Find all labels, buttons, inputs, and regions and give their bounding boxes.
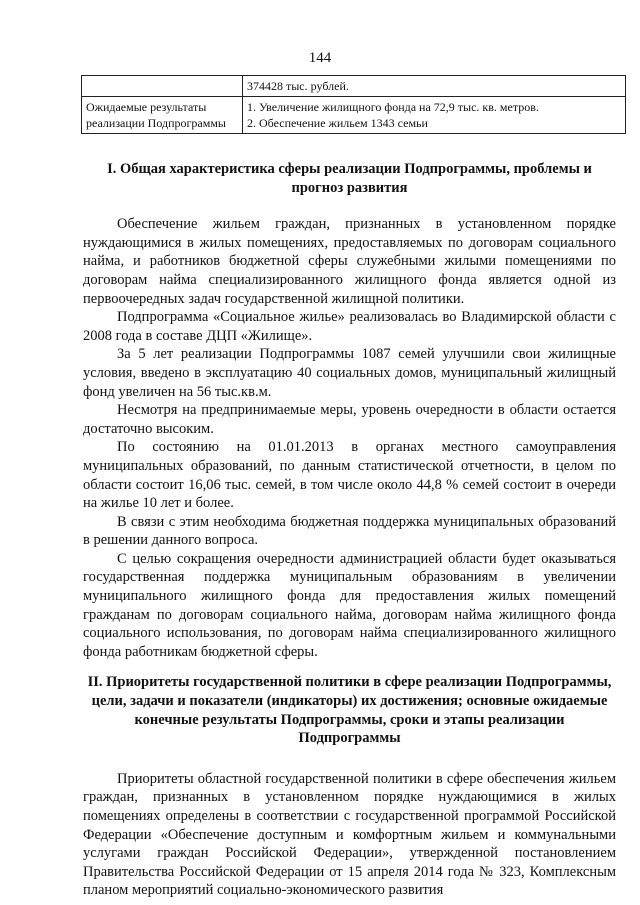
table-row: [82, 97, 626, 134]
paragraph: С целью сокращения очередности администрацией области будет оказываться государственная поддержка муниципальным образованиям в увеличении муниципального жилищного фонда для предоставления жилых помещений гражданам по договорам социального найма, договорам найма жилищного фонда социального использования, по договорам найма специализированного жилищного фонда работникам бюджетной сферы.: [83, 550, 616, 660]
program-info-table: [81, 75, 626, 134]
paragraph: По состоянию на 01.01.2013 в органах местного самоуправления муниципальных образований, по данным статистической отчетности, в целом по области состоит 16,06 тыс. семей, в том числе около 44,8 % семей состоит в очереди на жилье 10 лет и более.: [83, 439, 616, 512]
table-cell-label: Ожидаемые результаты реализации Подпрограммы: [82, 97, 243, 134]
paragraph: В связи с этим необходима бюджетная поддержка муниципальных образований в решении данного вопроса.: [83, 513, 616, 549]
page-number: 144: [308, 50, 332, 66]
document-body: [83, 160, 616, 900]
section-2-heading: II. Приоритеты государственной политики в сфере реализации Подпрограммы, цели, задачи и показатели (индикаторы) их достижения; основные ожидаемые конечные результаты Подпрограммы, сроки и этапы реализации Подпрограммы: [87, 674, 612, 747]
section-1-heading: I. Общая характеристика сферы реализации Подпрограммы, проблемы и прогноз развития: [107, 161, 592, 196]
paragraph: Подпрограмма «Социальное жилье» реализовалась во Владимирской области с 2008 года в составе ДЦП «Жилище».: [83, 309, 616, 344]
table-cell-value: [243, 97, 626, 134]
paragraph: Приоритеты областной государственной политики в сфере обеспечения жильем граждан, признанных в установленном порядке нуждающимися в жилых помещениях определены в соответствии с государственной программой Российской Федерации «Обеспечение доступным и комфортным жильем и коммунальными услугами граждан Российской Федерации», утвержденной постановлением Правительства Российской Федерации от 15 апреля 2014 года № 323, Комплексным планом мероприятий социально-экономического развития: [83, 770, 616, 899]
paragraph: За 5 лет реализации Подпрограммы 1087 семей улучшили свои жилищные условия, введено в эксплуатацию 40 социальных домов, муниципальный жилищный фонд увеличен на 56 тыс.кв.м.: [83, 346, 616, 400]
paragraph: Несмотря на предпринимаемые меры, уровень очередности в области остается достаточно высоким.: [83, 402, 616, 437]
expected-result-1: 1. Увеличение жилищного фонда на 72,9 тыс. кв. метров.: [247, 100, 539, 114]
table-row: [82, 76, 626, 97]
table-cell-value: 374428 тыс. рублей.: [243, 76, 626, 97]
paragraph: Обеспечение жильем граждан, признанных в установленном порядке нуждающимися в жилых помещениях, предоставляемых по договорам социального найма, и работников бюджетной сферы служебными жилыми помещениями по договорам найма специализированного жилищного фонда является одной из первоочередных задач государственной жилищной политики.: [83, 216, 616, 307]
expected-result-2: 2. Обеспечение жильем 1343 семьи: [247, 116, 428, 130]
table-cell-label: [82, 76, 243, 97]
